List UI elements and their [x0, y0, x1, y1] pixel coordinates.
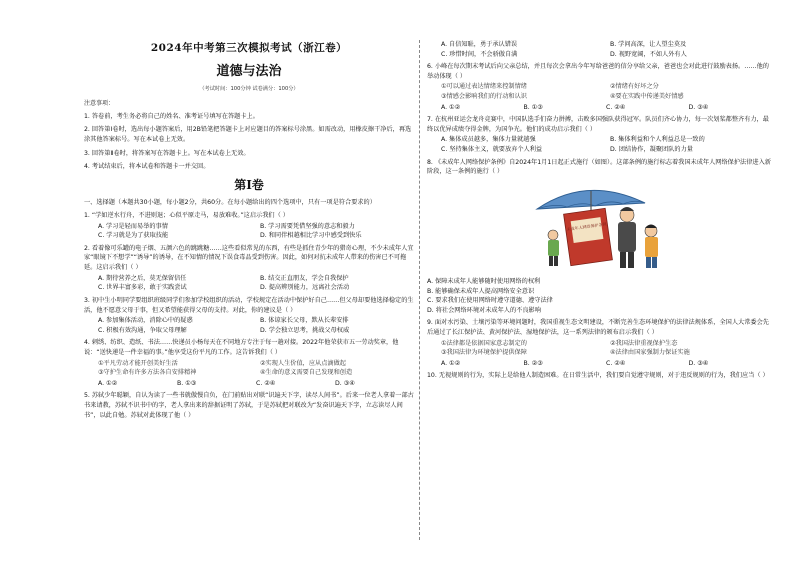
statement: ④要在实践中传递美好情感 [610, 93, 684, 101]
question-6 [427, 62, 771, 112]
statement: ①可以通过表达情绪来控制情绪 [441, 83, 527, 91]
option[interactable]: A. ①② [441, 103, 461, 111]
option[interactable]: D. 和同伴相越相比学习中感受到快乐 [260, 232, 362, 240]
statement: ②情绪有好坏之分 [610, 83, 659, 91]
notes-title: 注意事项： [84, 100, 115, 108]
option[interactable]: D. 团结协作，凝聚团队的力量 [610, 146, 693, 154]
illustration-graphic [527, 181, 677, 273]
statement: ③我国法律为环境保护提供保障 [441, 349, 527, 357]
option[interactable]: C. ②④ [606, 359, 626, 367]
option[interactable]: D. 将社会网络环境对未成年人的不良影响 [427, 306, 541, 314]
question-stem: 2. 看着像可乐罐的电子烟、五颜六色的跳跳糖……这些看似常见的东西，有些是抓住青少年的猎奇心理，不少未成年人宜家“眼镜下不想学”“诱导”的诱导，在不知情的情况下误食毒品受到伤害。因此，如何对抗未成年人带来的伤害已不可拖延。这启示我们（ ） [84, 244, 414, 272]
question-stem: 7. 在杭州亚运会龙舟竞赛中，中国队选手们奋力拼搏，击败多国强队获得冠军。队员们齐心协力，每一次划桨都整齐有力，最终以优异成绩夺得金牌，为国争光。他们的成功启示我们（ ） [427, 116, 769, 133]
subject-title: 道德与法治 [216, 64, 282, 80]
option[interactable]: A. 参加集体活动，消除心中的疑惑 [98, 317, 193, 325]
question-2 [84, 244, 414, 293]
option[interactable]: B. 集体利益和个人利益总是一致的 [610, 136, 705, 144]
question-1 [84, 211, 414, 241]
book-label: 未成年人网络保护条例 [566, 221, 607, 232]
option[interactable]: D. ③④ [688, 103, 709, 111]
note-item: 2. 回答第Ⅰ卷时，选出每小题答案后，用2B铅笔把答题卡上对应题目的答案标号涂黑。如需改动，用橡皮擦干净后，再选涂其他答案标号。写在本试卷上无效。 [84, 126, 412, 143]
option[interactable]: D. 学会独立思考，挑战父母权威 [260, 326, 350, 334]
volume-title: 第Ⅰ卷 [234, 177, 264, 192]
option[interactable]: B. ①③ [177, 379, 197, 387]
question-5-options [441, 40, 771, 59]
statement: ②我国法律重视保护生态 [610, 339, 678, 347]
option[interactable]: A. 集体成员越多，集体力量就越强 [441, 136, 536, 144]
question-9 [427, 318, 771, 368]
law-illustration [527, 181, 677, 273]
option[interactable]: C. 学习就是为了获取技能 [98, 232, 169, 240]
option[interactable]: B. 能够确保未成年人提高网络安全意识 [427, 287, 535, 295]
option[interactable]: D. 提高辨别能力，远离社会活动 [260, 284, 350, 292]
statement: ③守护生命有许多方法各自安排精神 [98, 369, 197, 377]
option[interactable]: B. 结交正直朋友，学会自我保护 [260, 274, 349, 282]
option[interactable]: C. ②④ [606, 103, 626, 111]
statement: ④生命的意义需要自己发现和创造 [260, 369, 353, 377]
note-item: 1. 答卷前，考生务必将自己的姓名、准考证号填写在答题卡上。 [84, 112, 259, 120]
right-column [427, 40, 771, 381]
note-item: 4. 考试结束后，将本试卷和答题卡一并交回。 [84, 163, 210, 171]
option[interactable]: C. 要求我们在使用网络时遵守道德、遵守法律 [427, 297, 553, 305]
question-stem: 9. 面对水污染、土壤污染等环境问题时，我国重视生态文明建设，不断完善生态环境保护的法律法规体系，全国人大常委会先后通过了长江保护法、黄河保护法、湿地保护法，这一系列法律的颁布启示我们（ ） [427, 319, 769, 336]
column-divider [419, 40, 420, 540]
statement: ④法律由国家强制力保证实施 [610, 349, 690, 357]
option[interactable]: C. 珍惜时间，不会骄傲自满 [441, 50, 518, 58]
option[interactable]: C. 积极有效沟通，争取父母理解 [98, 326, 187, 334]
question-5 [84, 391, 414, 420]
option[interactable]: B. 学习需要凭借坚强的意志和毅力 [260, 222, 355, 230]
statement: ③情感会影响我们的行动和认识 [441, 93, 527, 101]
question-stem: 4. 刺绣、纺织、造纸、书法……快递员小杨每天在不同地方专注于每一趟对接。2022年他荣获市五一劳动奖章，他说：“送快递是一件幸福的事。”他享受这份平凡的工作。这告诉我们（ ） [84, 339, 399, 356]
exam-meta: （考试时间：100分钟 试卷满分：100分） [199, 86, 299, 93]
question-stem: 1. “学如逆水行舟，不进则退；心似平原走马，易放难收。”这启示我们（ ） [84, 212, 289, 220]
question-stem: 5. 苏轼少年聪颖，自认为读了一些书就傲慢自负，在门前贴出对联“识遍天下字，读尽人间书”。后来一位老人拿着一部古书来请教，苏轼不识书中的字，老人拿出来的辞据证明了苏轼，于是苏轼把对联改为“发奋识遍天下字，立志读尽人间书”，以此自勉。苏轼对此体现了他（ ） [84, 392, 414, 419]
option[interactable]: B. ①③ [523, 103, 543, 111]
question-4 [84, 338, 414, 388]
question-3 [84, 296, 414, 335]
note-item: 3. 回答第Ⅱ卷时，将答案写在答题卡上。写在本试卷上无效。 [84, 149, 250, 157]
section-heading: 一、选择题（本题共30小题，每小题2分，共60分。在每小题给出的四个选项中，只有一项是符合要求的） [84, 199, 376, 207]
question-8 [427, 158, 771, 177]
question-stem: 8. 《未成年人网络保护条例》自2024年1月1日起正式施行（如图）。这部条例的施行标志着我国未成年人网络保护法律进入新阶段，这一条例的施行（ ） [427, 158, 771, 176]
question-stem: 6. 小峰在每次期末考试后向父亲总结，并且每次会拿出今年写给爸爸的信分享给父亲，爸爸也会对此进行鼓励表扬。……他的举动体现（ ） [427, 63, 769, 80]
exam-title: 2024年中考第三次模拟考试（浙江卷） [150, 42, 348, 54]
option[interactable]: A. 学习是轻而易举的事情 [98, 222, 168, 230]
question-stem: 3. 初中生小明同学要组织班级同学们参加学校组织的活动，学校规定在活动中保护好自己……但父母却要他选择稳定的生活，他不愿意父母于事，但又希望能获得父母的支持。对此，你的建议是（ ） [84, 296, 414, 314]
statement: ①平凡劳动才能开创美好生活 [98, 359, 178, 367]
option[interactable]: A. ①② [98, 379, 118, 387]
option[interactable]: B. 体谅家长父母，默从长辈安排 [260, 317, 349, 325]
option[interactable]: A. 保障未成年人能够随时使用网络的权利 [427, 277, 541, 285]
option[interactable]: D. ③④ [688, 359, 709, 367]
question-8-options [427, 277, 771, 315]
statement: ①法律都是依据国家意志制定的 [441, 339, 527, 347]
statement: ②实现人生价值，应从点滴做起 [260, 359, 346, 367]
question-stem: 10. 无视规则的行为，实际上是给他人制造困难。在日常生活中，我们要自觉遵守规则，对于违反规则的行为，我们应当（ ） [427, 372, 769, 380]
option[interactable]: A. 期待营养之后，莫无保留信任 [98, 274, 187, 282]
option[interactable]: D. ③④ [335, 379, 355, 387]
question-10 [427, 371, 771, 381]
option[interactable]: B. ②③ [523, 359, 543, 367]
option[interactable]: D. 视野宽阔，不如人外有人 [610, 50, 687, 58]
question-7 [427, 115, 771, 154]
option[interactable]: C. 坚持集体主义，就要放弃个人利益 [441, 146, 543, 154]
left-column [84, 40, 414, 420]
option[interactable]: C. ②④ [256, 379, 276, 387]
option[interactable]: A. 自信知耻，勇于承认错误 [441, 41, 518, 48]
option[interactable]: C. 世界丰富多彩，敢于实践尝试 [98, 284, 187, 292]
option[interactable]: A. ①② [441, 359, 461, 367]
option[interactable]: B. 学问高深，让人望尘莫及 [610, 41, 687, 48]
